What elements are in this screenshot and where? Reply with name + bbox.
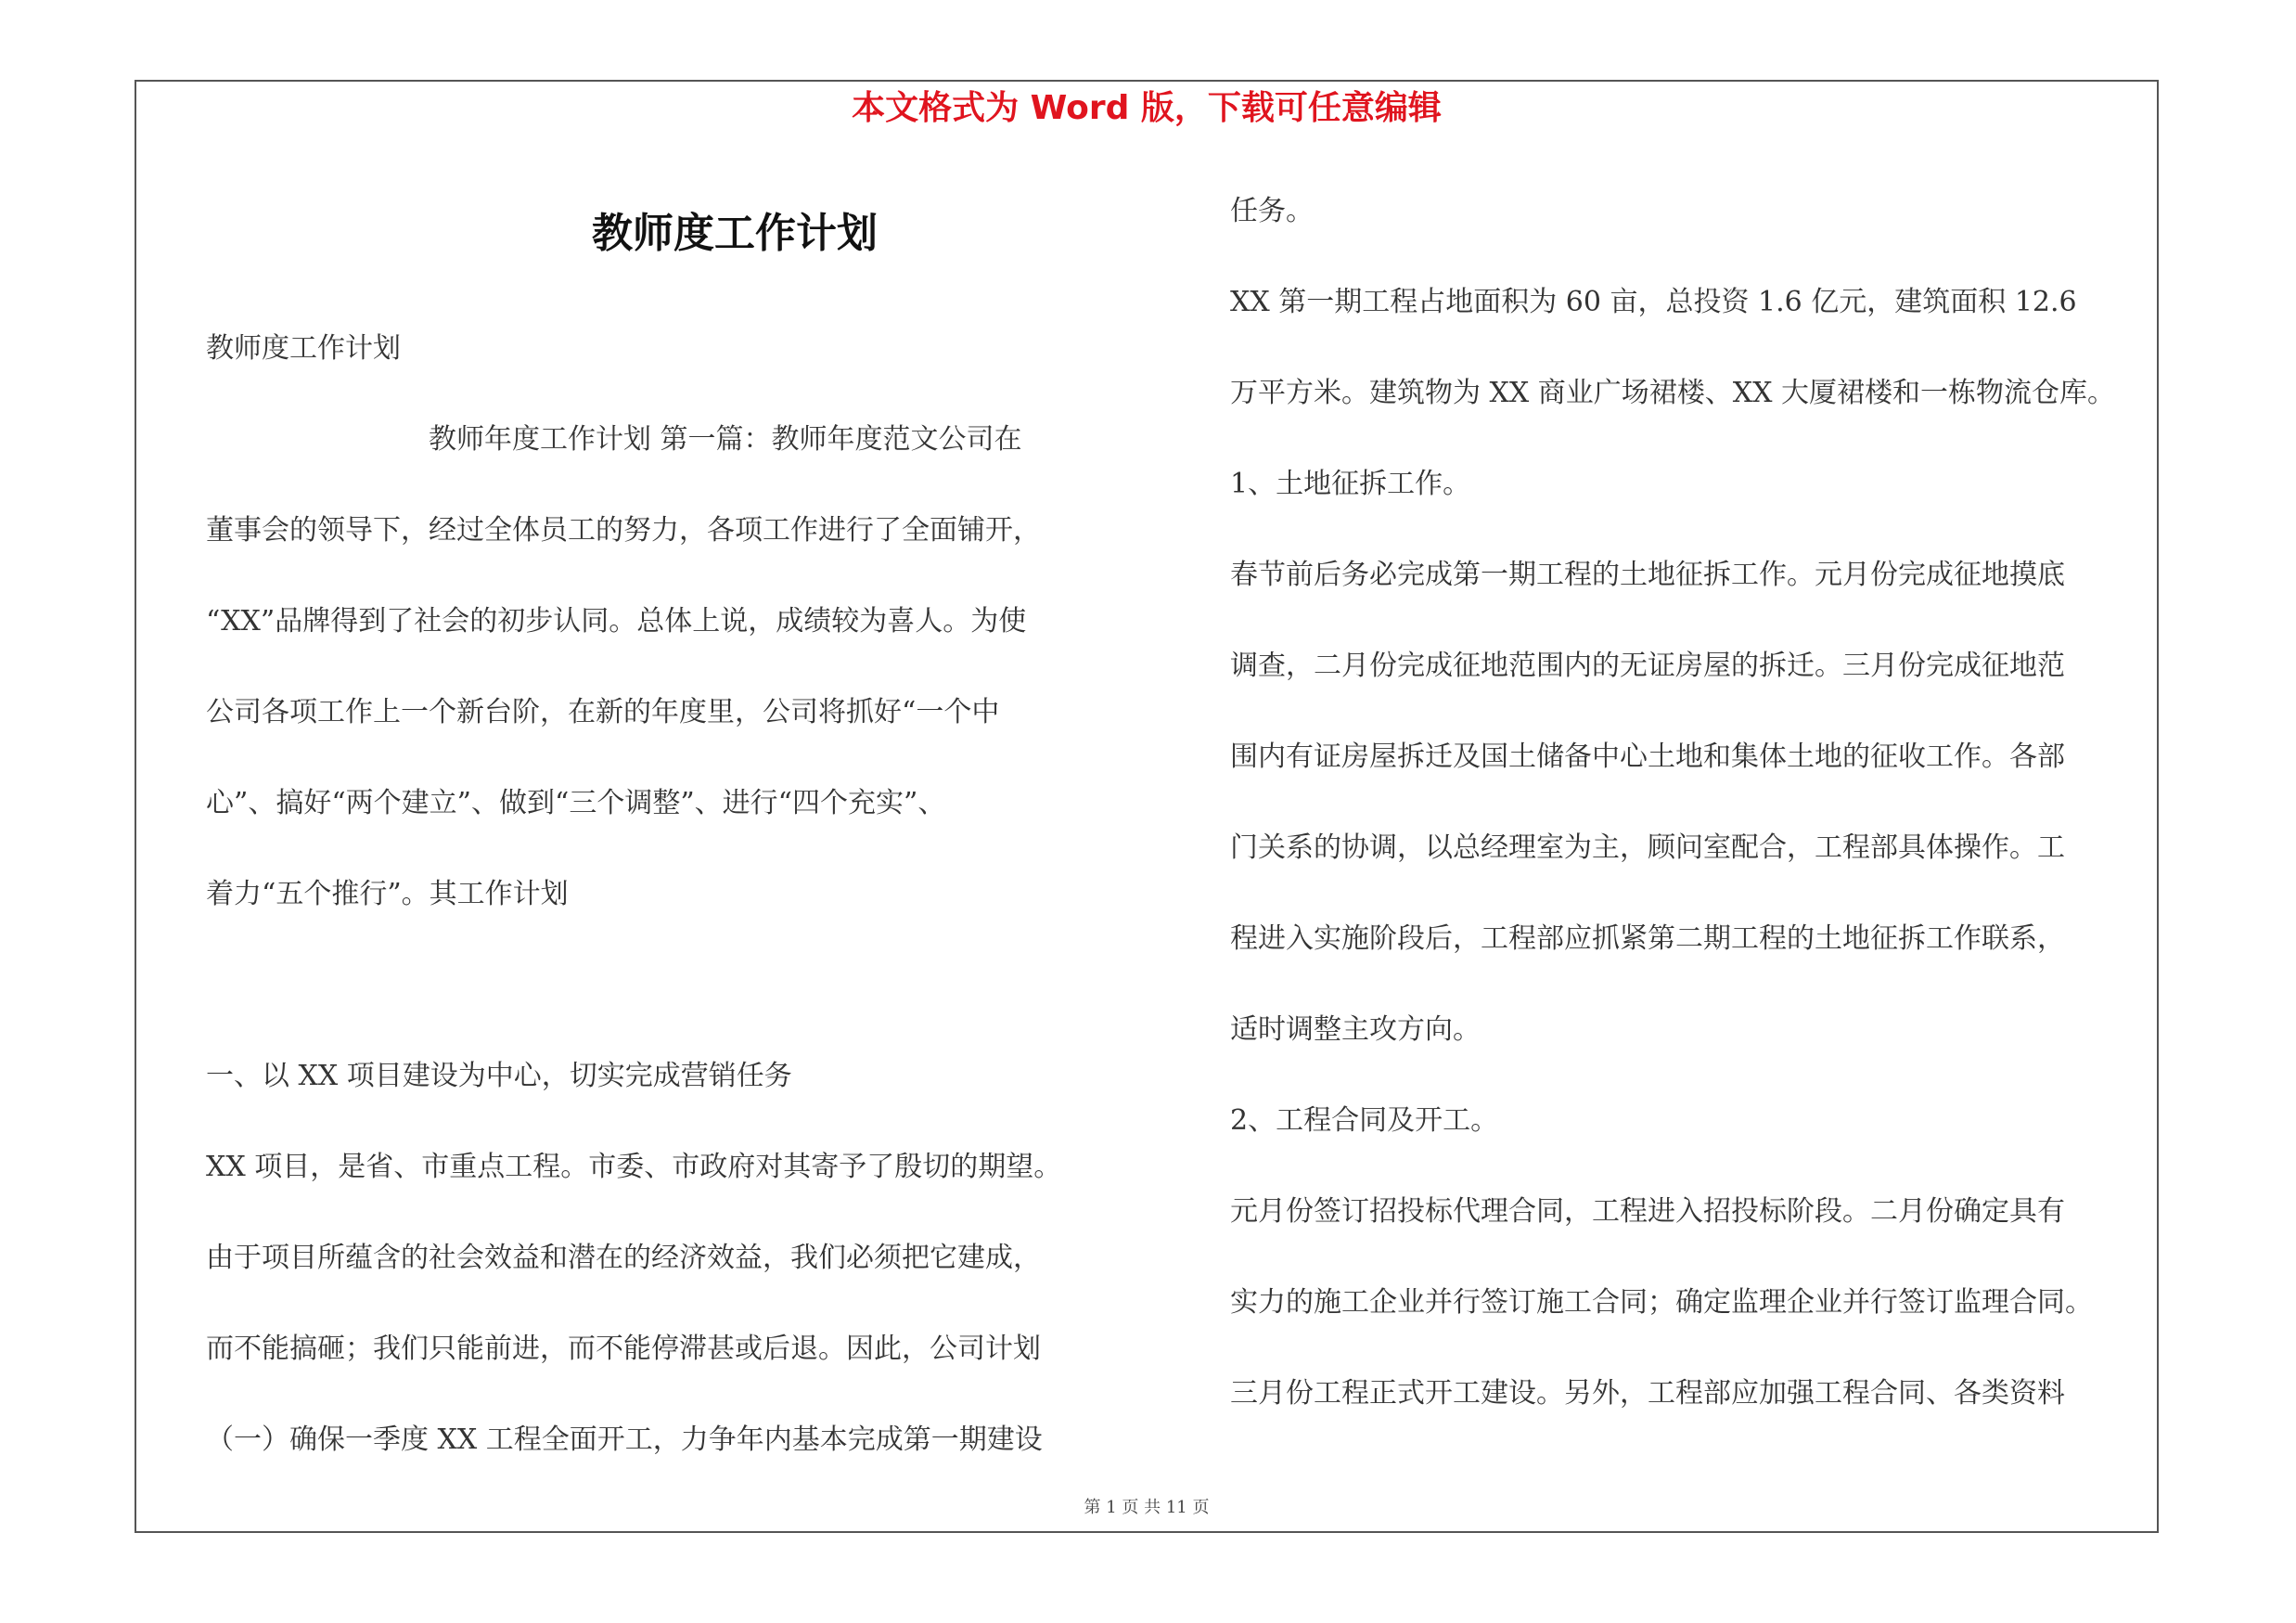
paragraph-line: 着力“五个推行”。其工作计划 — [206, 878, 569, 910]
paragraph-line: 教师年度工作计划 第一篇：教师年度范文公司在 — [206, 423, 1022, 456]
page-number-footer: 第 1 页 共 11 页 — [1084, 1498, 1210, 1517]
section-heading: 一、以 XX 项目建设为中心，切实完成营销任务 — [206, 1060, 792, 1092]
subsection-heading: （一）确保一季度 XX 工程全面开工，力争年内基本完成第一期建设 — [206, 1423, 1043, 1456]
paragraph-line: 适时调整主攻方向。 — [1230, 1013, 1481, 1046]
numbered-heading: 2、工程合同及开工。 — [1230, 1104, 1499, 1137]
document-title: 教师度工作计划 — [592, 210, 878, 257]
paragraph-line: XX 第一期工程占地面积为 60 亩，总投资 1.6 亿元，建筑面积 12.6 — [1230, 286, 2077, 318]
paragraph-line: 心”、搞好“两个建立”、做到“三个调整”、进行“四个充实”、 — [206, 787, 946, 819]
paragraph-line: “XX”品牌得到了社会的初步认同。总体上说，成绩较为喜人。为使 — [206, 605, 1027, 638]
paragraph-line: 门关系的协调，以总经理室为主，顾问室配合，工程部具体操作。工 — [1230, 831, 2065, 864]
paragraph-line: 实力的施工企业并行签订施工合同；确定监理企业并行签订监理合同。 — [1230, 1286, 2093, 1319]
paragraph-line: 董事会的领导下，经过全体员工的努力，各项工作进行了全面铺开， — [206, 514, 1041, 547]
paragraph-line: 由于项目所蕴含的社会效益和潜在的经济效益，我们必须把它建成， — [206, 1242, 1041, 1274]
paragraph-line: 调查，二月份完成征地范围内的无证房屋的拆迁。三月份完成征地范 — [1230, 650, 2065, 682]
paragraph-line: 而不能搞砸；我们只能前进，而不能停滞甚或后退。因此，公司计划 — [206, 1333, 1041, 1365]
paragraph-line: 程进入实施阶段后，工程部应抓紧第二期工程的土地征拆工作联系， — [1230, 922, 2065, 955]
paragraph-line: 春节前后务必完成第一期工程的土地征拆工作。元月份完成征地摸底 — [1230, 559, 2065, 591]
paragraph-line: XX 项目，是省、市重点工程。市委、市政府对其寄予了殷切的期望。 — [206, 1151, 1062, 1183]
paragraph-line: 教师度工作计划 — [206, 332, 401, 365]
paragraph-line: 任务。 — [1230, 195, 1314, 227]
editable-notice-banner: 本文格式为 Word 版，下载可任意编辑 — [852, 89, 1442, 127]
paragraph-line: 公司各项工作上一个新台阶，在新的年度里，公司将抓好“一个中 — [206, 696, 1000, 728]
paragraph-line: 万平方米。建筑物为 XX 商业广场裙楼、XX 大厦裙楼和一栋物流仓库。 — [1230, 377, 2116, 409]
paragraph-line: 元月份签订招投标代理合同，工程进入招投标阶段。二月份确定具有 — [1230, 1195, 2065, 1228]
paragraph-line: 围内有证房屋拆迁及国土储备中心土地和集体土地的征收工作。各部 — [1230, 741, 2065, 773]
numbered-heading: 1、土地征拆工作。 — [1230, 468, 1471, 500]
paragraph-line: 三月份工程正式开工建设。另外，工程部应加强工程合同、各类资料 — [1230, 1377, 2065, 1410]
